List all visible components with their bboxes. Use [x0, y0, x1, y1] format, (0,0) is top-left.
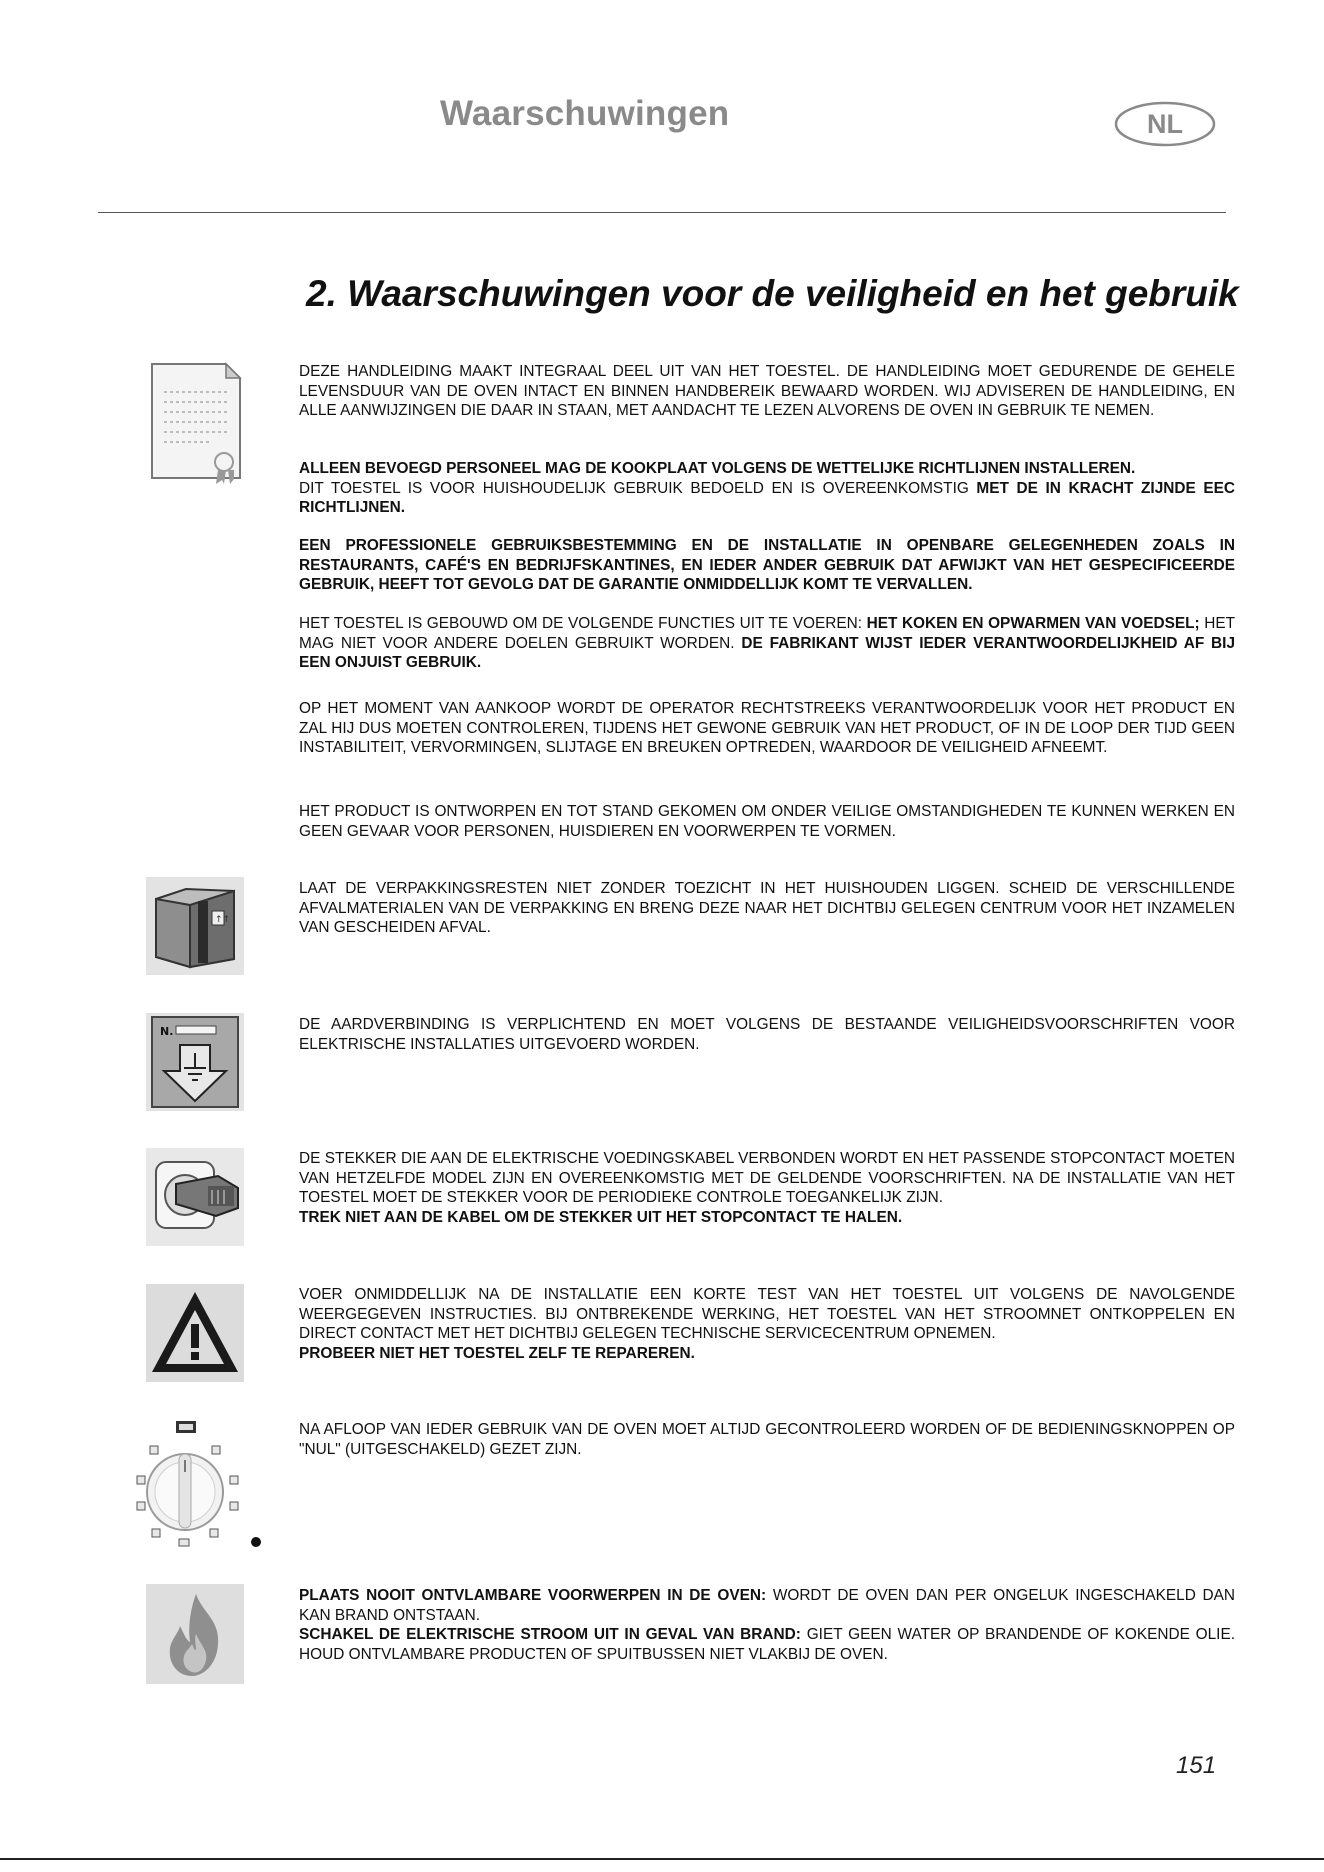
section-title: 2. Waarschuwingen voor de veiligheid en het gebruik [306, 273, 1239, 314]
paragraph-grounding [299, 1015, 1235, 1054]
paragraph-bold-text: PROBEER NIET HET TOESTEL ZELF TE REPAREREN. [299, 1344, 695, 1362]
svg-text:↑↑: ↑↑ [215, 915, 231, 925]
paragraph-text: VOER ONMIDDELLIJK NA DE INSTALLATIE EEN KORTE TEST VAN HET TOESTEL UIT VOLGENS DE NAVOLGENDE WEERGEGEVEN INSTRUCTIES. BIJ ONTBREKENDE WERKING, HET TOESTEL VAN HET STROOMNET ONTKOPPELEN EN DIRECT CONTACT MET HET DICHTBIJ GELEGEN TECHNISCHE SERVICECENTRUM OPNEMEN. [299, 1286, 1235, 1343]
warning-triangle-icon [146, 1284, 244, 1382]
paragraph-text: HET MAG NIET VOOR ANDERE DOELEN GEBRUIKT WORDEN. [299, 615, 1236, 652]
document-certificate-icon [150, 362, 242, 488]
paragraph-fire [299, 1586, 1235, 1664]
ground-badge-label: N. [160, 1025, 174, 1038]
paragraph-bold-text: HET KOKEN EN OPWARMEN VAN VOEDSEL; [866, 615, 1200, 632]
paragraph-test [299, 1285, 1235, 1363]
paragraph-functions [299, 614, 1235, 673]
flame-icon [146, 1584, 244, 1684]
header-divider [98, 212, 1226, 213]
paragraph-text: DIT TOESTEL IS VOOR HUISHOUDELIJK GEBRUIK BEDOELD EN IS OVEREENKOMSTIG [299, 479, 977, 497]
paragraph-professional-use [299, 536, 1235, 595]
paragraph-text: OP HET MOMENT VAN AANKOOP WORDT DE OPERATOR RECHTSTREEKS VERANTWOORDELIJK VOOR HET PRODUCT EN ZAL HIJ DUS MOETEN CONTROLEREN, TIJDENS HET GEWONE GEBRUIK VAN HET PRODUCT, OF IN DE LOOP DER TIJD GEEN INSTABILITEIT, VERVORMINGEN, SLIJTAGE EN BREUKEN OPTREDEN, WAARDOOR DE VEILIGHEID AFNEEMT. [299, 700, 1235, 757]
paragraph-bold-text: SCHAKEL DE ELEKTRISCHE STROOM UIT IN GEVAL VAN BRAND: [299, 1626, 801, 1644]
page-number: 151 [1176, 1752, 1217, 1779]
paragraph-bold-text: TREK NIET AAN DE KABEL OM DE STEKKER UIT HET STOPCONTACT TE HALEN. [299, 1208, 903, 1226]
paragraph-product-safety [299, 802, 1235, 841]
paragraph-text: WORDT DE OVEN DAN PER ONGELUK INGESCHAKELD DAN KAN BRAND ONTSTAAN. [299, 1587, 1235, 1624]
paragraph-bold-text: DE FABRIKANT WIJST IEDER VERANTWOORDELIJKHEID AF BIJ EEN ONJUIST GEBRUIK. [299, 634, 1236, 672]
paragraph-packaging [299, 879, 1235, 938]
language-code: NL [1147, 109, 1183, 139]
language-badge [1114, 100, 1216, 148]
paragraph-operator [299, 699, 1235, 758]
paragraph-text: DEZE HANDLEIDING MAAKT INTEGRAAL DEEL UIT VAN HET TOESTEL. DE HANDLEIDING MOET GEDURENDE DE GEHELE LEVENSDUUR VAN DE OVEN INTACT EN BINNEN HANDBEREIK BEWAARD WORDEN. WIJ ADVISEREN DE HANDLEIDING, EN ALLE AANWIJZINGEN DIE DAAR IN STAAN, MET AANDACHT TE LEZEN ALVORENS DE OVEN IN GEBRUIK TE NEMEN. [299, 363, 1235, 420]
footer-divider [0, 1858, 1324, 1860]
paragraph-text: HET TOESTEL IS GEBOUWD OM DE VOLGENDE FUNCTIES UIT TE VOEREN: [299, 615, 867, 632]
paragraph-text: DE STEKKER DIE AAN DE ELEKTRISCHE VOEDINGSKABEL VERBONDEN WORDT EN HET PASSENDE STOPCONTACT MOETEN VAN HETZELFDE MODEL ZIJN EN OVEREENKOMSTIG MET DE GELDENDE VOORSCHRIFTEN. NA DE INSTALLATIE VAN HET TOESTEL MOET DE STEKKER VOOR DE PERIODIEKE CONTROLE TOEGANKELIJK ZIJN. [299, 1150, 1235, 1207]
paragraph-text: NA AFLOOP VAN IEDER GEBRUIK VAN DE OVEN MOET ALTIJD GECONTROLEERD WORDEN OF DE BEDIENINGSKNOPPEN OP "NUL" (UITGESCHAKELD) GEZET ZIJN. [299, 1421, 1235, 1458]
paragraph-plug [299, 1149, 1235, 1227]
paragraph-bold-text: MET DE IN KRACHT ZIJNDE EEC RICHTLIJNEN. [299, 479, 1235, 517]
cardboard-box-icon [146, 877, 244, 975]
paragraph-knobs [299, 1420, 1235, 1459]
paragraph-installation [299, 459, 1235, 518]
page-header-title: Waarschuwingen [440, 94, 730, 133]
earth-ground-icon [146, 1013, 244, 1111]
paragraph-bold-text: ALLEEN BEVOEGD PERSONEEL MAG DE KOOKPLAAT VOLGENS DE WETTELIJKE RICHTLIJNEN INSTALLEREN. [299, 460, 1136, 477]
paragraph-text: DE AARDVERBINDING IS VERPLICHTEND EN MOET VOLGENS DE BESTAANDE VEILIGHEIDSVOORSCHRIFTEN VOOR ELEKTRISCHE INSTALLATIES UITGEVOERD WORDEN. [299, 1016, 1235, 1053]
paragraph-bold-text: EEN PROFESSIONELE GEBRUIKSBESTEMMING EN DE INSTALLATIE IN OPENBARE GELEGENHEDEN ZOALS IN RESTAURANTS, CAFÉ'S EN BEDRIJFSKANTINES, EN IEDER ANDER GEBRUIK DAT AFWIJKT VAN HET GESPECIFICEERDE GEBRUIK, HEEFT TOT GEVOLG DAT DE GARANTIE ONMIDDELLIJK KOMT TE VERVALLEN. [299, 537, 1235, 594]
plug-socket-icon [146, 1148, 244, 1246]
paragraph-text: HET PRODUCT IS ONTWORPEN EN TOT STAND GEKOMEN OM ONDER VEILIGE OMSTANDIGHEDEN TE KUNNEN WERKEN EN GEEN GEVAAR VOOR PERSONEN, HUISDIEREN EN VOORWERPEN TE VORMEN. [299, 803, 1235, 840]
oven-knob-icon [128, 1418, 264, 1554]
paragraph-text: LAAT DE VERPAKKINGSRESTEN NIET ZONDER TOEZICHT IN HET HUISHOUDEN LIGGEN. SCHEID DE VERSCHILLENDE AFVALMATERIALEN VAN DE VERPAKKING EN BRENG DEZE NAAR HET DICHTBIJ GELEGEN CENTRUM VOOR HET INZAMELEN VAN GESCHEIDEN AFVAL. [299, 880, 1235, 937]
paragraph-text: GIET GEEN WATER OP BRANDENDE OF KOKENDE OLIE. HOUD ONTVLAMBARE PRODUCTEN OF SPUITBUSSEN NIET VLAKBIJ DE OVEN. [299, 1626, 1235, 1663]
paragraph-bold-text: PLAATS NOOIT ONTVLAMBARE VOORWERPEN IN DE OVEN: [299, 1587, 767, 1604]
paragraph-manual [299, 362, 1235, 421]
